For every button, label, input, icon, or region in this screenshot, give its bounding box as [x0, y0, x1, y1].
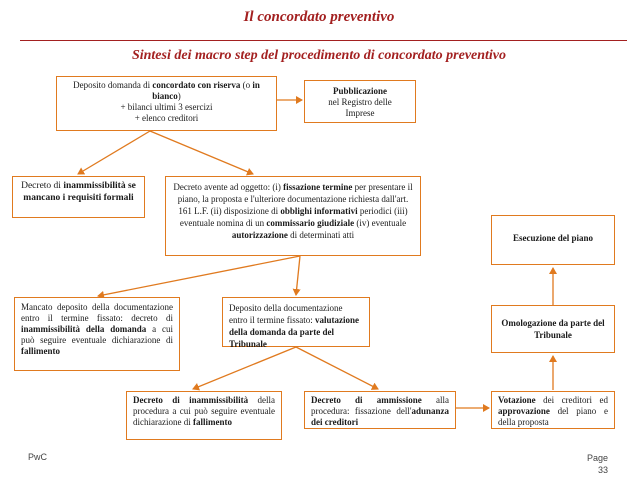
arrow-deposito-to-inammissibilita	[78, 131, 150, 174]
esecuzione-bold: Esecuzione del piano	[512, 233, 593, 243]
deposito-doc-text: Deposito della documentazione entro il termine fissato:	[229, 303, 343, 325]
arrow-deposito-to-decreto	[150, 131, 253, 174]
votazione-text-2: del piano e della proposta	[498, 406, 608, 427]
omologazione-box	[491, 305, 615, 353]
ammissione-text: alla procedura: fissazione dell'	[311, 395, 449, 416]
inammissibilita-procedura-text: della procedura a cui può seguire eventuale dichiarazione di	[133, 395, 275, 427]
pubblicazione-line-2: nel Registro delle	[328, 97, 392, 107]
arrow-decreto-to-deposito-doc	[296, 256, 300, 295]
votazione-bold-1: Votazione	[498, 395, 536, 405]
deposito-bold-2: in bianco	[152, 80, 260, 101]
decreto-text-3: periodici (iii) eventuale nomina di un	[179, 206, 408, 228]
deposito-line-2: + bilanci ultimi 3 esercizi	[120, 102, 213, 112]
pubblicazione-line-3: Imprese	[345, 108, 375, 118]
esecuzione-box	[491, 215, 615, 265]
inammissibilita-procedura-box	[126, 391, 282, 440]
inammissibilita-procedura-bold-1: Decreto di inammissibilità	[133, 395, 249, 405]
footer-brand: PwC	[28, 452, 48, 462]
deposito-text-2: (o	[240, 80, 253, 90]
decreto-bold-2: obblighi informativi	[280, 206, 358, 216]
votazione-box	[491, 391, 615, 429]
arrow-decreto-to-mancato	[98, 256, 300, 296]
deposito-text-3: )	[177, 91, 181, 101]
mancato-text-1: Mancato deposito della documentazione entro il termine fissato: decreto di	[21, 302, 173, 323]
deposito-bold-1: concordato con riserva	[152, 80, 241, 90]
deposito-domanda-box	[56, 76, 277, 131]
decreto-text-5: di determinati atti	[287, 230, 355, 240]
mancato-deposito-box	[14, 297, 180, 371]
mancato-text-2: a cui può seguire eventuale dichiarazione di	[21, 324, 173, 345]
page-title: Il concordato preventivo	[243, 9, 395, 25]
decreto-text-4: (iv) eventuale	[354, 218, 407, 228]
decreto-bold-4: autorizzazione	[231, 230, 288, 240]
page-subtitle: Sintesi dei macro step del procedimento di concordato preventivo	[131, 48, 507, 63]
decreto-text-2: per presentare il piano, la proposta e l'ulteriore documentazione richiesta dall'art. 161 L.F. (ii) disposizione di	[177, 182, 413, 216]
inammissibilita-requisiti-box	[12, 176, 145, 218]
inammissibilita-requisiti-bold: inammissibilità se mancano i requisiti formali	[23, 181, 136, 203]
deposito-text-1: Deposito domanda di	[73, 80, 153, 90]
inammissibilita-requisiti-text: Decreto di	[21, 181, 64, 191]
deposito-doc-bold: valutazione della domanda da parte del Tribunale	[229, 315, 359, 349]
decreto-termine-box	[165, 176, 421, 256]
arrow-valutazione-to-ammissione	[296, 347, 378, 389]
arrow-valutazione-to-inammissibilita	[193, 347, 296, 389]
decreto-bold-1: fissazione termine	[283, 182, 353, 192]
deposito-documentazione-box	[222, 297, 370, 347]
deposito-line-3: + elenco creditori	[134, 113, 199, 123]
pubblicazione-box	[304, 80, 416, 123]
page-number: 33	[597, 465, 608, 475]
votazione-bold-2: approvazione	[498, 406, 550, 416]
pubblicazione-bold: Pubblicazione	[332, 86, 387, 96]
decreto-bold-3: commissario giudiziale	[266, 218, 355, 228]
omologazione-bold: Omologazione da parte del Tribunale	[501, 318, 605, 340]
ammissione-bold-2: adunanza dei creditori	[311, 406, 449, 427]
inammissibilita-procedura-bold-2: fallimento	[192, 417, 232, 427]
mancato-bold-1: inammissibilità della domanda	[21, 324, 147, 334]
votazione-text-1: dei creditori ed	[535, 395, 608, 405]
ammissione-bold-1: Decreto di ammissione	[311, 395, 422, 405]
decreto-text-1: Decreto avente ad oggetto: (i)	[173, 182, 284, 192]
footer-page	[587, 452, 608, 476]
ammissione-box	[304, 391, 456, 429]
mancato-bold-2: fallimento	[21, 346, 60, 356]
page-label: Page	[586, 453, 608, 463]
